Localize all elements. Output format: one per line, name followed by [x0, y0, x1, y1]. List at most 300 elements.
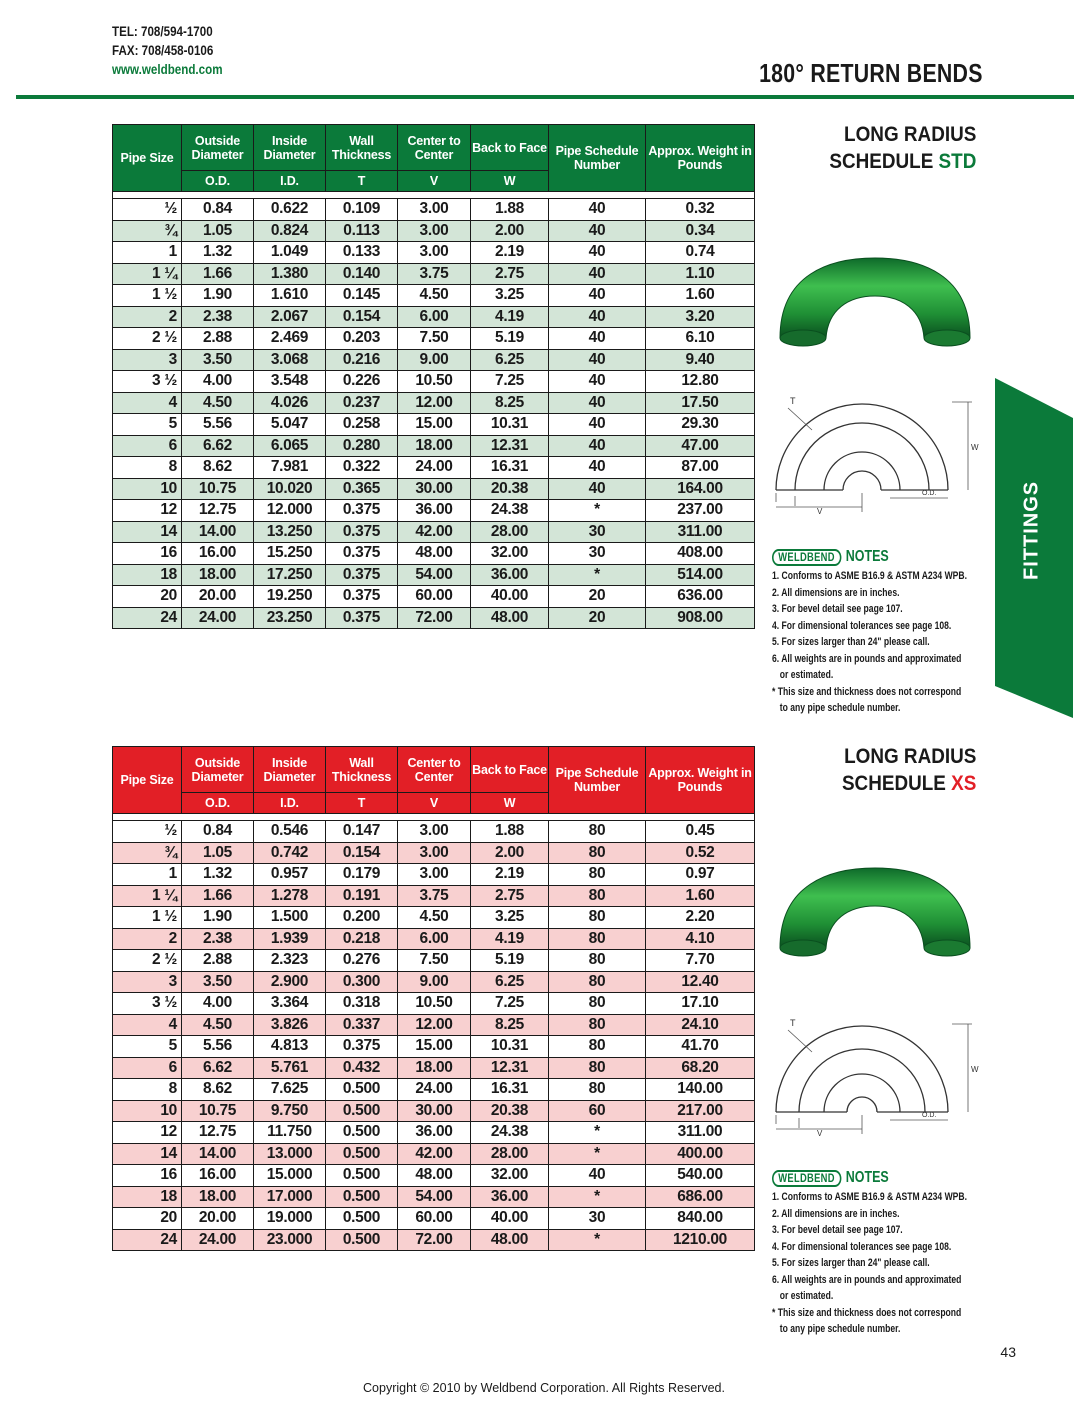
cell-pipe-size: 3: [113, 349, 182, 371]
cell-id: 7.625: [254, 1079, 326, 1101]
note-line: 2. All dimensions are in inches.: [772, 1207, 900, 1220]
cell-schedule: 40: [549, 328, 646, 350]
cell-pipe-size: 24: [113, 1229, 182, 1251]
table-row: [113, 1229, 755, 1251]
col-pipe-schedule: Pipe Schedule Number: [549, 125, 646, 192]
note-line: to any pipe schedule number.: [779, 702, 901, 714]
cell-od: 6.62: [182, 1057, 254, 1079]
cell-schedule: 80: [549, 885, 646, 907]
table-row: [113, 928, 755, 950]
cell-wall: 0.280: [326, 435, 398, 457]
cell-od: 5.56: [182, 1036, 254, 1058]
table-row: [113, 306, 755, 328]
cell-od: 1.66: [182, 263, 254, 285]
std-spec-table: [112, 124, 755, 629]
cell-pipe-size: 16: [113, 543, 182, 565]
cell-id: 0.957: [254, 864, 326, 886]
table-row: [113, 500, 755, 522]
diagram-label-od: O.D.: [922, 1112, 937, 1119]
table-row: [113, 371, 755, 393]
cell-center: 12.00: [398, 392, 471, 414]
cell-od: 3.50: [182, 349, 254, 371]
cell-schedule: 20: [549, 607, 646, 629]
table-row: [113, 607, 755, 629]
cell-center: 42.00: [398, 1143, 471, 1165]
cell-pipe-size: 10: [113, 478, 182, 500]
table-row: [113, 1014, 755, 1036]
cell-od: 4.00: [182, 993, 254, 1015]
diagram-label-t: T: [790, 396, 796, 406]
cell-back: 32.00: [471, 543, 549, 565]
cell-weight: 1210.00: [646, 1229, 755, 1251]
cell-od: 8.62: [182, 457, 254, 479]
cell-back: 2.75: [471, 885, 549, 907]
cell-weight: 311.00: [646, 1122, 755, 1144]
cell-id: 1.049: [254, 242, 326, 264]
col-wall-thickness: Wall Thickness: [326, 125, 398, 171]
cell-pipe-size: 20: [113, 586, 182, 608]
cell-schedule: 80: [549, 864, 646, 886]
cell-schedule: 40: [549, 414, 646, 436]
cell-id: 4.026: [254, 392, 326, 414]
cell-weight: 0.34: [646, 220, 755, 242]
note-line: 1. Conforms to ASME B16.9 & ASTM A234 WPB.: [772, 1191, 967, 1203]
header-divider: [16, 95, 1074, 99]
cell-schedule: 80: [549, 993, 646, 1015]
cell-wall: 0.140: [326, 263, 398, 285]
cell-od: 24.00: [182, 1229, 254, 1251]
cell-back: 3.25: [471, 285, 549, 307]
col-id-sub: I.D.: [254, 171, 326, 192]
cell-center: 12.00: [398, 1014, 471, 1036]
cell-od: 16.00: [182, 543, 254, 565]
cell-weight: 908.00: [646, 607, 755, 629]
cell-center: 7.50: [398, 328, 471, 350]
cell-schedule: 40: [549, 457, 646, 479]
cell-od: 14.00: [182, 521, 254, 543]
cell-wall: 0.276: [326, 950, 398, 972]
cell-id: 15.250: [254, 543, 326, 565]
cell-wall: 0.154: [326, 842, 398, 864]
cell-back: 4.19: [471, 306, 549, 328]
cell-back: 20.38: [471, 478, 549, 500]
xs-title-accent: XS: [950, 772, 976, 795]
cell-weight: 164.00: [646, 478, 755, 500]
cell-center: 3.00: [398, 842, 471, 864]
cell-pipe-size: ¾: [113, 842, 182, 864]
col-v-sub: V: [398, 793, 471, 814]
cell-back: 3.25: [471, 907, 549, 929]
note-line: * This size and thickness does not correspond: [772, 1306, 962, 1319]
cell-schedule: 80: [549, 971, 646, 993]
cell-back: 2.19: [471, 864, 549, 886]
page-title: 180° RETURN BENDS: [759, 58, 983, 88]
cell-pipe-size: 4: [113, 392, 182, 414]
cell-center: 72.00: [398, 1229, 471, 1251]
table-row: [113, 993, 755, 1015]
note-line: * This size and thickness does not correspond: [772, 685, 962, 698]
cell-od: 2.88: [182, 328, 254, 350]
table-row: [113, 328, 755, 350]
cell-center: 42.00: [398, 521, 471, 543]
cell-id: 9.750: [254, 1100, 326, 1122]
cell-back: 2.00: [471, 842, 549, 864]
cell-center: 72.00: [398, 607, 471, 629]
cell-id: 17.000: [254, 1186, 326, 1208]
cell-schedule: 40: [549, 242, 646, 264]
weldbend-logo: WELDBEND: [772, 1170, 841, 1187]
std-title-prefix: SCHEDULE: [828, 150, 939, 173]
cell-wall: 0.109: [326, 199, 398, 221]
std-notes: [772, 549, 975, 717]
return-bend-image-std: [772, 254, 978, 354]
phone-number: TEL: 708/594-1700: [112, 24, 213, 39]
table-row: [113, 1122, 755, 1144]
table-row: [113, 457, 755, 479]
cell-wall: 0.258: [326, 414, 398, 436]
note-line: 6. All weights are in pounds and approximated: [772, 1273, 962, 1286]
cell-weight: 29.30: [646, 414, 755, 436]
table-row: [113, 1079, 755, 1101]
cell-center: 24.00: [398, 1079, 471, 1101]
cell-wall: 0.500: [326, 1165, 398, 1187]
cell-schedule: 80: [549, 821, 646, 843]
cell-weight: 3.20: [646, 306, 755, 328]
cell-back: 5.19: [471, 328, 549, 350]
cell-weight: 408.00: [646, 543, 755, 565]
cell-schedule: 30: [549, 543, 646, 565]
cell-center: 10.50: [398, 371, 471, 393]
cell-center: 48.00: [398, 543, 471, 565]
cell-schedule: 80: [549, 928, 646, 950]
notes-heading: NOTES: [845, 1169, 889, 1187]
cell-wall: 0.113: [326, 220, 398, 242]
cell-weight: 0.52: [646, 842, 755, 864]
col-pipe-schedule: Pipe Schedule Number: [549, 747, 646, 814]
cell-center: 3.00: [398, 199, 471, 221]
cell-wall: 0.500: [326, 1079, 398, 1101]
cell-pipe-size: 1: [113, 864, 182, 886]
cell-schedule: 80: [549, 1079, 646, 1101]
cell-wall: 0.432: [326, 1057, 398, 1079]
table-row: [113, 1165, 755, 1187]
cell-wall: 0.500: [326, 1122, 398, 1144]
cell-weight: 0.74: [646, 242, 755, 264]
cell-back: 7.25: [471, 993, 549, 1015]
cell-pipe-size: 18: [113, 564, 182, 586]
cell-id: 23.000: [254, 1229, 326, 1251]
cell-weight: 514.00: [646, 564, 755, 586]
cell-od: 2.38: [182, 928, 254, 950]
spacer-cell: [113, 192, 755, 199]
cell-od: 1.05: [182, 842, 254, 864]
cell-wall: 0.133: [326, 242, 398, 264]
table-row: [113, 392, 755, 414]
cell-wall: 0.500: [326, 1186, 398, 1208]
cell-od: 24.00: [182, 607, 254, 629]
fax-number: FAX: 708/458-0106: [112, 43, 214, 58]
cell-back: 6.25: [471, 349, 549, 371]
table-row: [113, 263, 755, 285]
cell-center: 36.00: [398, 500, 471, 522]
cell-pipe-size: 14: [113, 1143, 182, 1165]
cell-center: 54.00: [398, 1186, 471, 1208]
cell-id: 2.067: [254, 306, 326, 328]
cell-id: 3.548: [254, 371, 326, 393]
cell-wall: 0.375: [326, 607, 398, 629]
cell-wall: 0.375: [326, 564, 398, 586]
cell-weight: 6.10: [646, 328, 755, 350]
cell-schedule: 30: [549, 521, 646, 543]
cell-id: 3.068: [254, 349, 326, 371]
cell-schedule: 20: [549, 586, 646, 608]
page-number: 43: [1000, 1344, 1016, 1360]
cell-back: 24.38: [471, 1122, 549, 1144]
table-row: [113, 1100, 755, 1122]
table-row: [113, 220, 755, 242]
cell-pipe-size: 10: [113, 1100, 182, 1122]
col-inside-diameter: Inside Diameter: [254, 125, 326, 171]
cell-weight: 17.10: [646, 993, 755, 1015]
cell-pipe-size: 6: [113, 1057, 182, 1079]
col-center-to-center: Center to Center: [398, 747, 471, 793]
cell-od: 16.00: [182, 1165, 254, 1187]
note-line: 1. Conforms to ASME B16.9 & ASTM A234 WPB.: [772, 570, 967, 582]
cell-pipe-size: ½: [113, 821, 182, 843]
cell-center: 9.00: [398, 971, 471, 993]
cell-pipe-size: 2: [113, 306, 182, 328]
cell-wall: 0.216: [326, 349, 398, 371]
xs-notes: [772, 1170, 975, 1338]
note-line: 4. For dimensional tolerances see page 108.: [772, 1240, 952, 1253]
cell-wall: 0.154: [326, 306, 398, 328]
cell-back: 2.00: [471, 220, 549, 242]
return-bend-image-xs: [772, 864, 978, 964]
col-center-to-center: Center to Center: [398, 125, 471, 171]
table-row: [113, 950, 755, 972]
cell-center: 54.00: [398, 564, 471, 586]
cell-wall: 0.218: [326, 928, 398, 950]
cell-schedule: 80: [549, 1036, 646, 1058]
cell-wall: 0.500: [326, 1143, 398, 1165]
cell-od: 12.75: [182, 500, 254, 522]
cell-od: 3.50: [182, 971, 254, 993]
cell-schedule: *: [549, 1186, 646, 1208]
cell-wall: 0.500: [326, 1229, 398, 1251]
cell-schedule: *: [549, 564, 646, 586]
cell-schedule: 40: [549, 478, 646, 500]
cell-id: 12.000: [254, 500, 326, 522]
spacer-cell: [113, 814, 755, 821]
cell-wall: 0.375: [326, 500, 398, 522]
cell-weight: 311.00: [646, 521, 755, 543]
cell-od: 0.84: [182, 199, 254, 221]
cell-pipe-size: 1 ½: [113, 285, 182, 307]
cell-id: 1.500: [254, 907, 326, 929]
col-outside-diameter: Outside Diameter: [182, 125, 254, 171]
cell-id: 5.047: [254, 414, 326, 436]
cell-back: 40.00: [471, 586, 549, 608]
note-line: 5. For sizes larger than 24" please call.: [772, 636, 930, 648]
cell-pipe-size: 20: [113, 1208, 182, 1230]
table-row: [113, 864, 755, 886]
cell-schedule: 80: [549, 842, 646, 864]
cell-center: 36.00: [398, 1122, 471, 1144]
col-od-sub: O.D.: [182, 793, 254, 814]
cell-od: 20.00: [182, 1208, 254, 1230]
table-row: [113, 1208, 755, 1230]
cell-back: 16.31: [471, 1079, 549, 1101]
cell-weight: 12.80: [646, 371, 755, 393]
cell-schedule: 40: [549, 306, 646, 328]
cell-schedule: *: [549, 1143, 646, 1165]
table-row: [113, 199, 755, 221]
cell-schedule: 40: [549, 349, 646, 371]
cell-od: 18.00: [182, 564, 254, 586]
cell-back: 10.31: [471, 414, 549, 436]
cell-id: 1.380: [254, 263, 326, 285]
cell-back: 48.00: [471, 1229, 549, 1251]
cell-center: 4.50: [398, 907, 471, 929]
cell-weight: 47.00: [646, 435, 755, 457]
cell-wall: 0.191: [326, 885, 398, 907]
cell-od: 1.90: [182, 907, 254, 929]
cell-pipe-size: 1: [113, 242, 182, 264]
cell-back: 12.31: [471, 435, 549, 457]
cell-center: 3.00: [398, 220, 471, 242]
table-row: [113, 285, 755, 307]
cell-weight: 87.00: [646, 457, 755, 479]
cell-id: 4.813: [254, 1036, 326, 1058]
cell-id: 19.000: [254, 1208, 326, 1230]
cell-back: 1.88: [471, 821, 549, 843]
copyright-notice: Copyright © 2010 by Weldbend Corporation. All Rights Reserved.: [363, 1381, 725, 1395]
cell-center: 3.00: [398, 821, 471, 843]
cell-id: 5.761: [254, 1057, 326, 1079]
cell-pipe-size: 1 ½: [113, 907, 182, 929]
cell-schedule: 80: [549, 950, 646, 972]
cell-weight: 400.00: [646, 1143, 755, 1165]
cell-center: 3.75: [398, 885, 471, 907]
col-id-sub: I.D.: [254, 793, 326, 814]
cell-weight: 0.32: [646, 199, 755, 221]
col-back-to-face: Back to Face: [471, 125, 549, 171]
cell-wall: 0.226: [326, 371, 398, 393]
cell-center: 7.50: [398, 950, 471, 972]
table-row: [113, 349, 755, 371]
cell-center: 9.00: [398, 349, 471, 371]
cell-pipe-size: 2: [113, 928, 182, 950]
std-section-title: [829, 121, 976, 175]
cell-weight: 0.45: [646, 821, 755, 843]
cell-wall: 0.375: [326, 1036, 398, 1058]
col-weight: Approx. Weight in Pounds: [646, 747, 755, 814]
cell-back: 20.38: [471, 1100, 549, 1122]
cell-pipe-size: 12: [113, 1122, 182, 1144]
cell-weight: 1.60: [646, 285, 755, 307]
cell-id: 0.546: [254, 821, 326, 843]
cell-pipe-size: 8: [113, 1079, 182, 1101]
cell-pipe-size: 24: [113, 607, 182, 629]
cell-wall: 0.500: [326, 1208, 398, 1230]
cell-id: 11.750: [254, 1122, 326, 1144]
table-row: [113, 435, 755, 457]
cell-id: 3.364: [254, 993, 326, 1015]
cell-weight: 1.60: [646, 885, 755, 907]
cell-back: 16.31: [471, 457, 549, 479]
table-row: [113, 521, 755, 543]
note-line: 2. All dimensions are in inches.: [772, 586, 900, 599]
cell-od: 10.75: [182, 478, 254, 500]
diagram-label-w: W: [971, 1065, 979, 1074]
cell-pipe-size: 2 ½: [113, 328, 182, 350]
cell-od: 1.66: [182, 885, 254, 907]
cell-weight: 68.20: [646, 1057, 755, 1079]
table-row: [113, 242, 755, 264]
xs-spec-table: [112, 746, 755, 1251]
cell-id: 19.250: [254, 586, 326, 608]
table-row: [113, 564, 755, 586]
cell-center: 48.00: [398, 1165, 471, 1187]
col-pipe-size: Pipe Size: [113, 125, 182, 192]
cell-weight: 24.10: [646, 1014, 755, 1036]
col-pipe-size: Pipe Size: [113, 747, 182, 814]
cell-pipe-size: ½: [113, 199, 182, 221]
col-w-sub: W: [471, 793, 549, 814]
cell-schedule: 40: [549, 1165, 646, 1187]
note-line: or estimated.: [779, 669, 834, 681]
cell-back: 12.31: [471, 1057, 549, 1079]
cell-wall: 0.237: [326, 392, 398, 414]
col-od-sub: O.D.: [182, 171, 254, 192]
contact-info: [112, 22, 223, 79]
cell-pipe-size: 18: [113, 1186, 182, 1208]
cell-schedule: 40: [549, 392, 646, 414]
cell-schedule: *: [549, 1122, 646, 1144]
cell-wall: 0.300: [326, 971, 398, 993]
table-row: [113, 1143, 755, 1165]
cell-schedule: 40: [549, 435, 646, 457]
cell-wall: 0.375: [326, 521, 398, 543]
cell-od: 1.05: [182, 220, 254, 242]
cell-schedule: 40: [549, 285, 646, 307]
col-w-sub: W: [471, 171, 549, 192]
cell-id: 2.469: [254, 328, 326, 350]
table-row: [113, 885, 755, 907]
website-link[interactable]: www.weldbend.com: [112, 62, 223, 77]
cell-wall: 0.200: [326, 907, 398, 929]
cell-center: 30.00: [398, 1100, 471, 1122]
cell-pipe-size: 2 ½: [113, 950, 182, 972]
cell-wall: 0.203: [326, 328, 398, 350]
cell-od: 5.56: [182, 414, 254, 436]
dimension-diagram-std: [772, 390, 982, 516]
cell-weight: 1.10: [646, 263, 755, 285]
cell-back: 36.00: [471, 1186, 549, 1208]
cell-od: 20.00: [182, 586, 254, 608]
cell-od: 8.62: [182, 1079, 254, 1101]
weldbend-logo: WELDBEND: [772, 549, 841, 566]
cell-pipe-size: 5: [113, 1036, 182, 1058]
cell-center: 10.50: [398, 993, 471, 1015]
cell-back: 6.25: [471, 971, 549, 993]
cell-schedule: 40: [549, 263, 646, 285]
fittings-tab-label: FITTINGS: [1020, 480, 1043, 580]
cell-schedule: 80: [549, 907, 646, 929]
cell-back: 32.00: [471, 1165, 549, 1187]
cell-back: 8.25: [471, 392, 549, 414]
cell-od: 12.75: [182, 1122, 254, 1144]
